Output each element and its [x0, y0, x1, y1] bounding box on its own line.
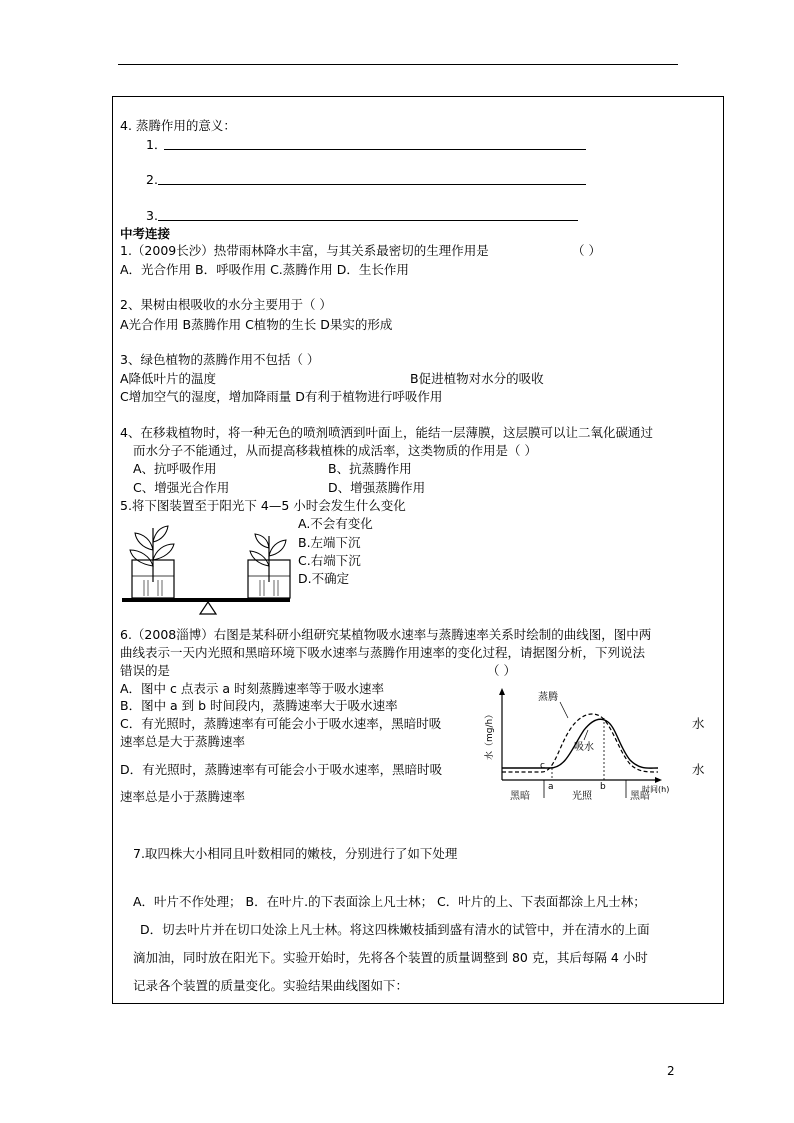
mc1-options: A．光合作用 B．呼吸作用 C.蒸腾作用 D．生长作用: [120, 262, 409, 277]
mc4-option-d: D、增强蒸腾作用: [328, 480, 426, 495]
mc3-stem: 3、绿色植物的蒸腾作用不包括（ ）: [120, 352, 320, 367]
mc3-option-cd: C增加空气的湿度，增加降雨量 D有利于植物进行呼吸作用: [120, 389, 443, 404]
mc5-option-b: B.左端下沉: [298, 535, 361, 550]
q4-item-3: 3.: [146, 208, 158, 223]
section-title: 中考连接: [120, 226, 171, 241]
mc3-option-a: A降低叶片的温度: [120, 371, 217, 386]
q4-item-2: 2.: [146, 172, 158, 187]
q4-item-1: 1．: [146, 137, 167, 152]
answer-line-1: [164, 149, 586, 150]
mc5-option-c: C.右端下沉: [298, 553, 361, 568]
rate-curve-figure: [480, 688, 680, 806]
mc1-stem: 1.（2009长沙）热带雨林降水丰富，与其关系最密切的生理作用是: [120, 243, 489, 258]
mc6-water-1: 水: [692, 716, 705, 731]
chart-ylabel: 水（mg/h）: [485, 709, 495, 760]
mc2-options: A光合作用 B蒸腾作用 C植物的生长 D果实的形成: [120, 317, 393, 332]
mc6-option-c-line-2: 速率总是大于蒸腾速率: [120, 734, 246, 749]
segment-light: 光照: [572, 791, 592, 802]
label-transpiration: 蒸腾: [538, 692, 558, 703]
point-b: b: [600, 782, 606, 792]
mc7-line-2: A．叶片不作处理； B．在叶片.的下表面涂上凡士林； C．叶片的上、下表面都涂上凡士林；: [133, 894, 646, 909]
mc4-line-2: 而水分子不能通过，从而提高移栽植株的成活率，这类物质的作用是（ ）: [133, 443, 537, 458]
balance-illustration: [120, 520, 300, 620]
mc6-option-a: A．图中 c 点表示 a 时刻蒸腾速率等于吸水速率: [120, 681, 384, 696]
answer-line-3: [158, 220, 578, 221]
mc5-stem: 5.将下图装置至于阳光下 4—5 小时会发生什么变化: [120, 498, 406, 513]
mc5-option-a: A.不会有变化: [298, 516, 373, 531]
mc6-paren: （ ）: [487, 663, 516, 678]
q4-title: 4. 蒸腾作用的意义：: [120, 118, 236, 133]
mc6-option-b: B．图中 a 到 b 时间段内，蒸腾速率大于吸水速率: [120, 698, 398, 713]
answer-line-2: [158, 184, 586, 185]
mc7-line-1: 7.取四株大小相同且叶数相同的嫩枝，分别进行了如下处理: [133, 846, 458, 861]
mc6-option-d-line-1: D．有光照时，蒸腾速率有可能会小于吸水速率，黑暗时吸: [120, 762, 443, 777]
mc6-option-d-line-2: 速率总是小于蒸腾速率: [120, 789, 246, 804]
mc7-line-5: 记录各个装置的质量变化。实验结果曲线图如下：: [133, 978, 409, 993]
mc7-line-4: 滴加油，同时放在阳光下。实验开始时，先将各个装置的质量调整到 80 克，其后每隔 4 小时: [133, 950, 648, 965]
point-c: c: [540, 761, 545, 771]
mc4-line-1: 4、在移栽植物时，将一种无色的喷剂喷洒到叶面上，能结一层薄膜，这层膜可以让二氧化碳通过: [120, 425, 653, 440]
segment-dark-1: 黑暗: [510, 791, 530, 802]
label-absorption: 吸水: [574, 742, 594, 753]
mc5-option-d: D.不确定: [298, 571, 350, 586]
mc4-option-a: A、抗呼吸作用: [133, 461, 217, 476]
mc6-option-c-line-1: C．有光照时，蒸腾速率有可能会小于吸水速率，黑暗时吸: [120, 716, 442, 731]
mc1-paren: （ ）: [572, 243, 601, 258]
mc6-line-3: 错误的是: [120, 663, 171, 678]
mc6-water-2: 水: [692, 762, 705, 777]
header-rule: [118, 64, 678, 65]
mc6-line-2: 曲线表示一天内光照和黑暗环境下吸水速率与蒸腾作用速率的变化过程，请据图分析，下列说法: [120, 645, 646, 660]
segment-dark-2: 黑暗: [630, 791, 650, 802]
mc3-option-b: B促进植物对水分的吸收: [410, 371, 544, 386]
mc4-option-b: B、抗蒸腾作用: [328, 461, 412, 476]
mc7-line-3: D．切去叶片并在切口处涂上凡士林。将这四株嫩枝插到盛有清水的试管中，并在清水的上面: [140, 922, 650, 937]
mc6-line-1: 6.（2008淄博）右图是某科研小组研究某植物吸水速率与蒸腾速率关系时绘制的曲线图，图中两: [120, 627, 652, 642]
page-number: 2: [667, 1064, 675, 1078]
chart-xlabel: 时间(h): [642, 785, 670, 794]
mc4-option-c: C、增强光合作用: [133, 480, 230, 495]
mc2-stem: 2、果树由根吸收的水分主要用于（ ）: [120, 297, 332, 312]
point-a: a: [548, 782, 554, 792]
